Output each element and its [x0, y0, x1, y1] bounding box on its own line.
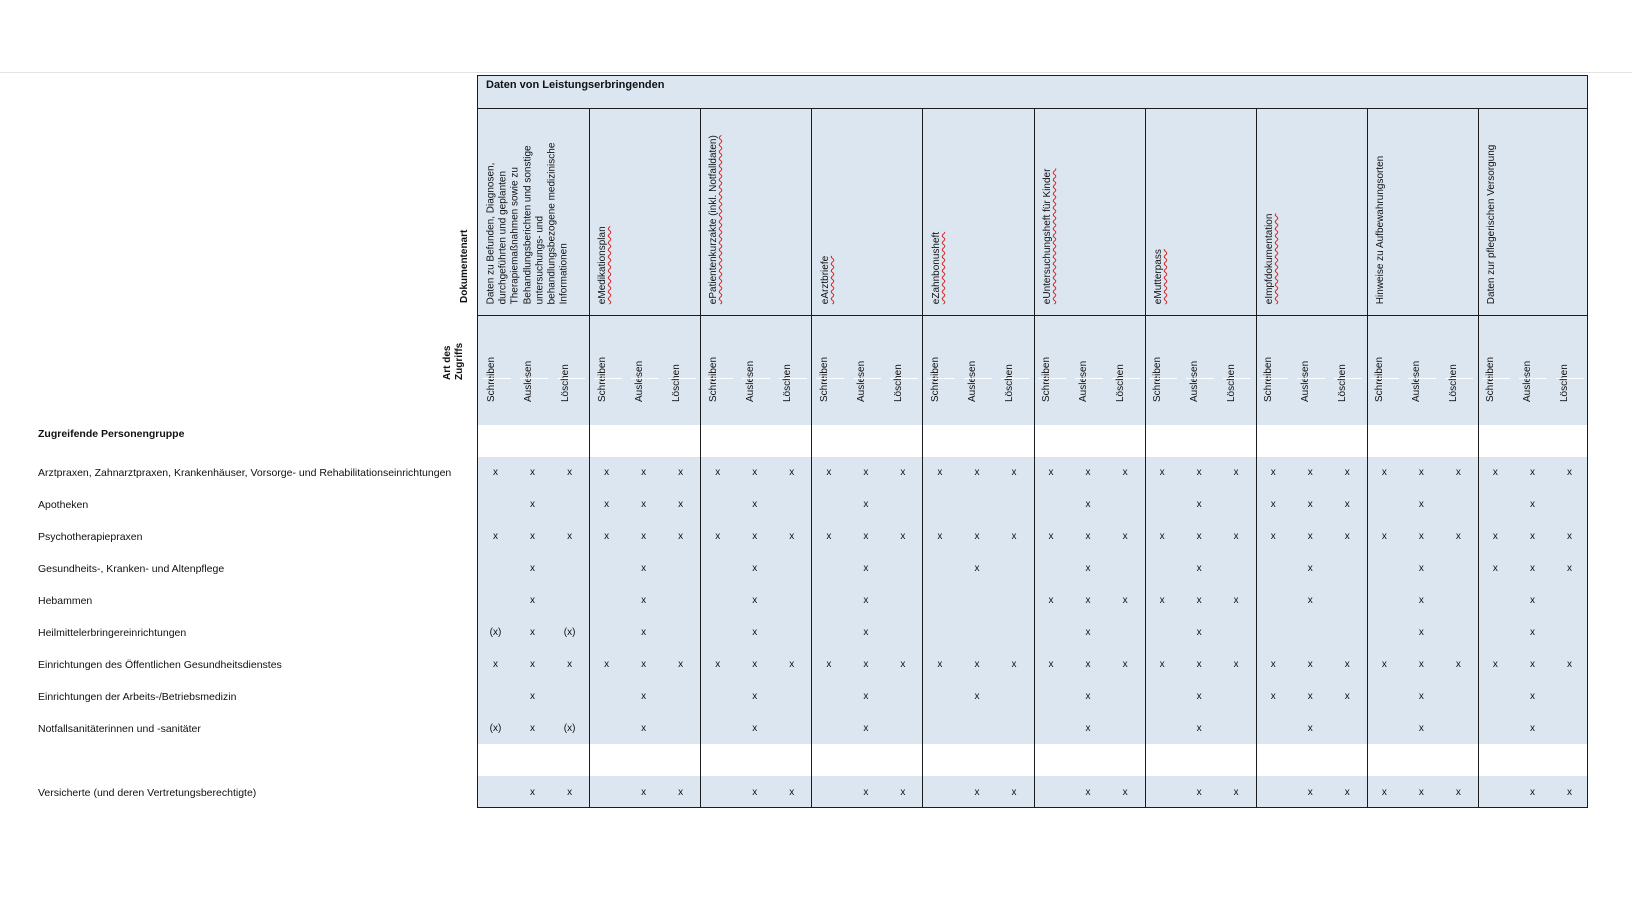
access-mark: x	[1122, 467, 1128, 478]
access-mark: x	[1270, 531, 1276, 542]
access-mark: x	[1196, 659, 1202, 670]
access-mark: x	[1233, 659, 1239, 670]
group-separator	[1034, 108, 1035, 807]
access-type-label: Auslesen	[966, 360, 978, 402]
access-type-label: Schreiben	[1485, 356, 1497, 402]
access-mark: x	[1085, 723, 1091, 734]
document-type-line: behandlungsbezogene medizinische	[546, 142, 558, 304]
access-mark: x	[752, 467, 758, 478]
access-type-label: Löschen	[1115, 364, 1127, 402]
access-mark: x	[567, 467, 573, 478]
access-mark: x	[974, 531, 980, 542]
access-mark: x	[1566, 467, 1572, 478]
access-mark: x	[1196, 627, 1202, 638]
access-type-underline	[890, 378, 918, 379]
access-mark: x	[1159, 595, 1165, 606]
blank-band	[478, 744, 1587, 776]
access-mark: x	[1307, 563, 1313, 574]
document-type-line: eMutterpass	[1152, 248, 1164, 304]
access-mark: x	[641, 691, 647, 702]
access-type-label: Löschen	[559, 364, 571, 402]
access-type-underline	[1482, 378, 1510, 379]
access-type-label: Löschen	[1448, 364, 1460, 402]
document-type-line: untersuchungs- und	[534, 215, 546, 304]
access-mark: x	[1418, 595, 1424, 606]
access-mark: x	[863, 723, 869, 734]
access-type-underline	[1371, 378, 1399, 379]
access-mark: x	[1011, 531, 1017, 542]
document-type-label	[486, 104, 571, 304]
access-mark: x	[1418, 467, 1424, 478]
group-separator	[1145, 108, 1146, 807]
access-type-label: Schreiben	[1041, 356, 1053, 402]
access-type-label: Löschen	[1559, 364, 1571, 402]
access-mark: x	[1529, 563, 1535, 574]
access-mark: x	[789, 467, 795, 478]
access-mark: x	[1122, 595, 1128, 606]
document-type-line: ePatientenkurzakte (inkl. Notfalldaten)	[708, 135, 720, 304]
access-type-underline	[1556, 378, 1584, 379]
access-mark: x	[1418, 563, 1424, 574]
access-mark: x	[1566, 563, 1572, 574]
access-mark: x	[1122, 659, 1128, 670]
access-mark: x	[1529, 723, 1535, 734]
access-mark: x	[641, 723, 647, 734]
access-mark: x	[752, 595, 758, 606]
access-mark: x	[900, 659, 906, 670]
access-mark: x	[530, 531, 536, 542]
access-type-underline	[1149, 378, 1177, 379]
access-mark: x	[974, 563, 980, 574]
access-mark: x	[863, 499, 869, 510]
row-label: Einrichtungen des Öffentlichen Gesundheitsdienstes	[38, 659, 282, 671]
access-type-label: Schreiben	[1374, 356, 1386, 402]
access-mark: x	[641, 467, 647, 478]
access-mark: x	[641, 659, 647, 670]
document-type-label	[930, 104, 942, 304]
access-mark: x	[604, 531, 610, 542]
access-type-underline	[1112, 378, 1140, 379]
access-mark: x	[937, 659, 943, 670]
group-label: Zugreifende Personengruppe	[38, 428, 185, 440]
access-mark: x	[1159, 467, 1165, 478]
access-mark: x	[1270, 659, 1276, 670]
access-mark: x	[1159, 659, 1165, 670]
access-mark: x	[937, 467, 943, 478]
access-mark: x	[1418, 723, 1424, 734]
access-mark: x	[604, 467, 610, 478]
access-type-underline	[557, 378, 585, 379]
access-mark: x	[1085, 627, 1091, 638]
access-mark: x	[789, 531, 795, 542]
access-mark: x	[974, 691, 980, 702]
access-mark: x	[863, 531, 869, 542]
access-mark: x	[1011, 787, 1017, 798]
access-mark: x	[1085, 659, 1091, 670]
access-type-underline	[1519, 378, 1547, 379]
access-type-label: Löschen	[1337, 364, 1349, 402]
access-mark: x	[1196, 563, 1202, 574]
access-mark: x	[1418, 787, 1424, 798]
access-mark: x	[530, 467, 536, 478]
document-type-line: Daten zu Befunden, Diagnosen,	[485, 162, 497, 304]
access-mark: x	[752, 499, 758, 510]
access-mark: x	[826, 531, 832, 542]
access-mark: x	[1418, 531, 1424, 542]
access-mark: (x)	[563, 627, 576, 638]
access-mark: x	[678, 499, 684, 510]
access-mark: x	[974, 467, 980, 478]
access-mark: x	[1307, 499, 1313, 510]
access-mark: x	[1566, 787, 1572, 798]
access-mark: x	[641, 627, 647, 638]
access-mark: x	[900, 467, 906, 478]
access-mark: x	[1048, 595, 1054, 606]
art-des-zugriffs-label-line1: Art des	[442, 345, 453, 380]
matrix-title: Daten von Leistungserbringenden	[486, 79, 665, 91]
access-mark: x	[1159, 531, 1165, 542]
access-type-label: Schreiben	[707, 356, 719, 402]
access-mark: x	[1344, 499, 1350, 510]
group-separator	[589, 108, 590, 807]
access-type-underline	[1038, 378, 1066, 379]
access-mark: x	[1381, 531, 1387, 542]
access-mark: x	[604, 659, 610, 670]
access-mark: x	[1122, 531, 1128, 542]
access-mark: x	[789, 787, 795, 798]
access-type-underline	[742, 378, 770, 379]
access-mark: x	[863, 627, 869, 638]
access-mark: x	[1307, 595, 1313, 606]
header-divider	[478, 315, 1587, 316]
access-mark: x	[678, 531, 684, 542]
access-mark: x	[1048, 659, 1054, 670]
access-mark: (x)	[563, 723, 576, 734]
access-mark: x	[567, 531, 573, 542]
access-mark: x	[1344, 531, 1350, 542]
access-type-underline	[1334, 378, 1362, 379]
row-label: Einrichtungen der Arbeits-/Betriebsmedizin	[38, 691, 237, 703]
document-type-label	[708, 104, 720, 304]
access-type-label: Löschen	[781, 364, 793, 402]
document-type-label	[1264, 104, 1276, 304]
access-mark: x	[1529, 787, 1535, 798]
access-type-label: Auslesen	[744, 360, 756, 402]
access-mark: x	[1529, 691, 1535, 702]
document-type-line: Hinweise zu Aufbewahrungsorten	[1374, 155, 1386, 304]
access-mark: x	[678, 659, 684, 670]
document-type-label	[819, 104, 831, 304]
access-type-underline	[1075, 378, 1103, 379]
access-mark: x	[1307, 659, 1313, 670]
access-mark: x	[974, 787, 980, 798]
access-mark: x	[974, 659, 980, 670]
access-mark: x	[1529, 499, 1535, 510]
access-type-label: Löschen	[670, 364, 682, 402]
access-type-underline	[520, 378, 548, 379]
blank-band	[478, 425, 1587, 457]
access-mark: x	[826, 659, 832, 670]
access-mark: x	[1196, 595, 1202, 606]
access-mark: x	[1529, 467, 1535, 478]
access-mark: x	[678, 787, 684, 798]
row-label: Psychotherapiepraxen	[38, 531, 143, 543]
row-label: Gesundheits-, Kranken- und Altenpflege	[38, 563, 225, 575]
access-mark: x	[567, 659, 573, 670]
access-mark: x	[1381, 467, 1387, 478]
access-type-label: Löschen	[1003, 364, 1015, 402]
access-mark: x	[1566, 659, 1572, 670]
access-type-underline	[1223, 378, 1251, 379]
access-mark: x	[1196, 467, 1202, 478]
access-mark: x	[1233, 595, 1239, 606]
access-mark: x	[1307, 787, 1313, 798]
access-mark: x	[826, 467, 832, 478]
access-type-label: Auslesen	[522, 360, 534, 402]
access-type-label: Löschen	[1226, 364, 1238, 402]
row-label: Arztpraxen, Zahnarztpraxen, Krankenhäuser, Vorsorge- und Rehabilitationseinrichtungen	[38, 467, 452, 479]
access-type-label: Auslesen	[1189, 360, 1201, 402]
access-mark: (x)	[489, 723, 502, 734]
access-type-label: Schreiben	[1152, 356, 1164, 402]
document-type-label	[597, 104, 609, 304]
access-mark: x	[789, 659, 795, 670]
group-separator	[700, 108, 701, 807]
access-mark: x	[530, 723, 536, 734]
access-mark: x	[1270, 499, 1276, 510]
document-type-line: durchgeführten und geplanten	[498, 170, 510, 304]
access-mark: x	[1344, 787, 1350, 798]
access-type-underline	[483, 378, 511, 379]
group-separator	[922, 108, 923, 807]
access-mark: x	[1529, 531, 1535, 542]
access-mark: x	[678, 467, 684, 478]
access-type-label: Auslesen	[1300, 360, 1312, 402]
access-mark: x	[1085, 499, 1091, 510]
access-mark: x	[1270, 467, 1276, 478]
access-mark: x	[530, 563, 536, 574]
access-mark: x	[493, 531, 499, 542]
group-separator	[1367, 108, 1368, 807]
access-mark: x	[1011, 659, 1017, 670]
access-type-underline	[1445, 378, 1473, 379]
access-mark: x	[1085, 787, 1091, 798]
access-mark: x	[530, 659, 536, 670]
access-type-label: Schreiben	[818, 356, 830, 402]
access-mark: x	[1492, 531, 1498, 542]
access-mark: x	[1270, 691, 1276, 702]
document-type-line: eUntersuchungsheft für Kinder	[1041, 168, 1053, 304]
access-mark: x	[1344, 467, 1350, 478]
access-mark: x	[715, 467, 721, 478]
document-type-line: eImpfdokumentation	[1263, 213, 1275, 304]
group-separator	[1478, 108, 1479, 807]
access-mark: x	[530, 499, 536, 510]
access-mark: x	[752, 627, 758, 638]
document-type-line: Therapiemaßnahmen sowie zu	[510, 166, 522, 304]
access-mark: x	[530, 691, 536, 702]
access-mark: x	[641, 787, 647, 798]
access-mark: x	[1085, 467, 1091, 478]
access-mark: x	[715, 659, 721, 670]
access-mark: x	[863, 595, 869, 606]
access-mark: x	[1307, 531, 1313, 542]
access-mark: x	[493, 467, 499, 478]
access-mark: (x)	[489, 627, 502, 638]
access-mark: x	[1455, 531, 1461, 542]
access-mark: x	[1418, 659, 1424, 670]
access-mark: x	[1492, 659, 1498, 670]
access-mark: x	[1233, 787, 1239, 798]
access-mark: x	[1381, 787, 1387, 798]
access-mark: x	[1233, 531, 1239, 542]
access-mark: x	[641, 595, 647, 606]
document-type-line: eZahnbonusheft	[930, 231, 942, 304]
access-mark: x	[1085, 531, 1091, 542]
access-mark: x	[1048, 467, 1054, 478]
row-label: Apotheken	[38, 499, 89, 511]
access-mark: x	[493, 659, 499, 670]
access-mark: x	[863, 563, 869, 574]
access-type-label: Schreiben	[596, 356, 608, 402]
document-type-label	[1486, 104, 1498, 304]
access-type-label: Auslesen	[1522, 360, 1534, 402]
access-type-label: Schreiben	[485, 356, 497, 402]
access-type-underline	[594, 378, 622, 379]
access-mark: x	[1455, 467, 1461, 478]
access-mark: x	[1307, 691, 1313, 702]
access-mark: x	[752, 787, 758, 798]
document-type-line: Behandlungsberichten und sonstige	[522, 144, 534, 304]
access-type-label: Auslesen	[633, 360, 645, 402]
access-mark: x	[1455, 787, 1461, 798]
access-mark: x	[1566, 531, 1572, 542]
access-type-underline	[705, 378, 733, 379]
access-mark: x	[1196, 499, 1202, 510]
access-mark: x	[641, 531, 647, 542]
access-mark: x	[752, 563, 758, 574]
access-mark: x	[641, 563, 647, 574]
access-mark: x	[1455, 659, 1461, 670]
access-mark: x	[752, 723, 758, 734]
access-mark: x	[752, 659, 758, 670]
row-label: Notfallsanitäterinnen und -sanitäter	[38, 723, 201, 735]
access-mark: x	[1418, 499, 1424, 510]
access-type-underline	[779, 378, 807, 379]
group-separator	[811, 108, 812, 807]
dokumentenart-label: Dokumentenart	[459, 229, 470, 303]
access-mark: x	[1529, 659, 1535, 670]
top-bar	[0, 0, 1632, 73]
access-mark: x	[752, 531, 758, 542]
document-type-label	[1375, 104, 1387, 304]
access-mark: x	[752, 691, 758, 702]
access-mark: x	[1196, 691, 1202, 702]
access-type-underline	[1408, 378, 1436, 379]
access-mark: x	[863, 659, 869, 670]
access-mark: x	[530, 627, 536, 638]
access-mark: x	[604, 499, 610, 510]
access-mark: x	[1196, 723, 1202, 734]
row-label: Versicherte (und deren Vertretungsberechtigte)	[38, 787, 257, 799]
access-type-underline	[631, 378, 659, 379]
access-mark: x	[1492, 563, 1498, 574]
access-mark: x	[1381, 659, 1387, 670]
access-type-label: Löschen	[892, 364, 904, 402]
access-mark: x	[1492, 467, 1498, 478]
access-mark: x	[1085, 563, 1091, 574]
access-mark: x	[1122, 787, 1128, 798]
access-mark: x	[1529, 627, 1535, 638]
document-type-line: eArztbriefe	[819, 255, 831, 304]
access-type-underline	[1260, 378, 1288, 379]
access-mark: x	[715, 531, 721, 542]
access-type-underline	[1297, 378, 1325, 379]
access-type-underline	[816, 378, 844, 379]
access-type-underline	[1001, 378, 1029, 379]
access-mark: x	[1196, 531, 1202, 542]
access-mark: x	[641, 499, 647, 510]
access-type-underline	[1186, 378, 1214, 379]
access-mark: x	[1344, 691, 1350, 702]
access-type-underline	[853, 378, 881, 379]
document-type-line: Daten zur pflegerischen Versorgung	[1485, 144, 1497, 304]
access-type-underline	[668, 378, 696, 379]
access-mark: x	[863, 787, 869, 798]
document-type-line: Informationen	[559, 242, 571, 304]
document-type-label	[1153, 104, 1165, 304]
access-mark: x	[530, 787, 536, 798]
access-mark: x	[567, 787, 573, 798]
art-des-zugriffs-label-line2: Zugriffs	[454, 342, 465, 380]
access-mark: x	[1418, 627, 1424, 638]
access-mark: x	[937, 531, 943, 542]
access-mark: x	[1529, 595, 1535, 606]
access-type-label: Auslesen	[1078, 360, 1090, 402]
matrix-title-row	[478, 76, 1587, 109]
document-type-line: eMedikationsplan	[597, 226, 609, 304]
access-type-label: Schreiben	[1263, 356, 1275, 402]
access-mark: x	[900, 531, 906, 542]
access-type-label: Schreiben	[929, 356, 941, 402]
access-type-underline	[927, 378, 955, 379]
access-mark: x	[1085, 691, 1091, 702]
access-mark: x	[1307, 723, 1313, 734]
access-mark: x	[1196, 787, 1202, 798]
access-type-label: Auslesen	[855, 360, 867, 402]
access-mark: x	[1344, 659, 1350, 670]
access-mark: x	[863, 691, 869, 702]
access-mark: x	[863, 467, 869, 478]
access-mark: x	[900, 787, 906, 798]
access-mark: x	[1011, 467, 1017, 478]
access-mark: x	[1418, 691, 1424, 702]
access-mark: x	[1085, 595, 1091, 606]
access-mark: x	[1233, 467, 1239, 478]
access-mark: x	[1307, 467, 1313, 478]
access-mark: x	[1048, 531, 1054, 542]
document-type-label	[1042, 104, 1054, 304]
row-label: Heilmittelerbringereinrichtungen	[38, 627, 187, 639]
row-label: Hebammen	[38, 595, 93, 607]
access-type-underline	[964, 378, 992, 379]
access-mark: x	[530, 595, 536, 606]
access-type-label: Auslesen	[1411, 360, 1423, 402]
